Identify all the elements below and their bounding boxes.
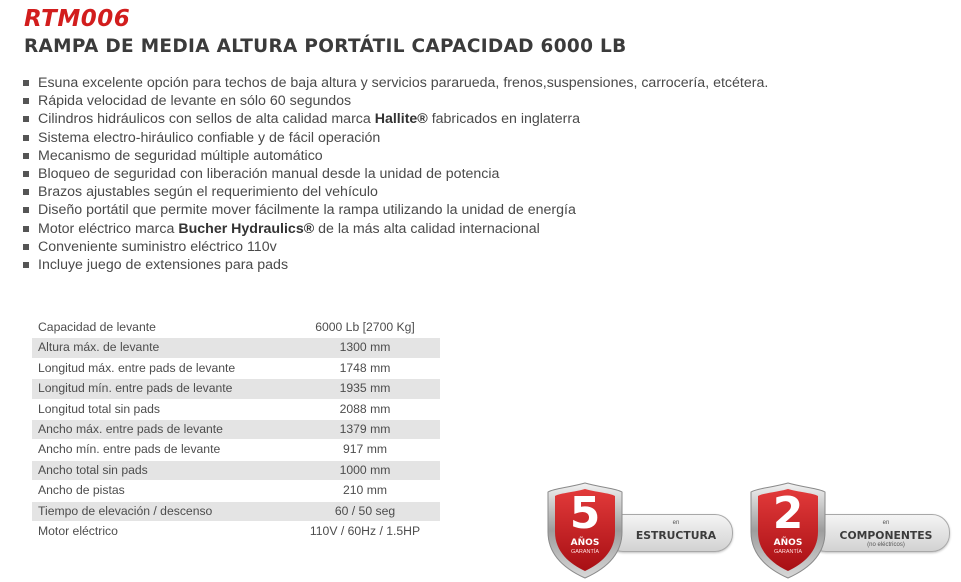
feature-item: Rápida velocidad de levante en sólo 60 segundos — [22, 92, 768, 110]
spec-value: 2088 mm — [290, 399, 440, 419]
table-row — [32, 440, 440, 460]
table-row — [32, 318, 440, 338]
table-row — [32, 460, 440, 480]
spec-value: 110V / 60Hz / 1.5HP — [290, 522, 440, 542]
warranty-prefix: en — [882, 520, 890, 526]
product-code: RTM006 — [24, 6, 131, 32]
table-row — [32, 501, 440, 521]
feature-item: Sistema electro-hiráulico confiable y de fácil operación — [22, 129, 768, 147]
spec-label: Longitud mín. entre pads de levante — [32, 379, 290, 399]
spec-value: 210 mm — [290, 481, 440, 501]
spec-value: 1379 mm — [290, 420, 440, 440]
spec-label: Tiempo de elevación / descenso — [32, 501, 290, 521]
brand-name: Bucher Hydraulics® — [178, 220, 315, 237]
warranty-prefix: en — [672, 520, 680, 526]
warranty-unit: AÑOS — [773, 538, 803, 548]
spec-label: Capacidad de levante — [32, 318, 290, 338]
spec-label: Longitud total sin pads — [32, 399, 290, 419]
warranty-label: COMPONENTES — [839, 529, 933, 542]
spec-value: 1000 mm — [290, 460, 440, 480]
spec-label: Altura máx. de levante — [32, 338, 290, 358]
spec-table — [32, 318, 440, 542]
feature-item: Brazos ajustables según el requerimiento del vehículo — [22, 183, 768, 201]
warranty-label-pill — [808, 514, 950, 552]
product-title: RAMPA DE MEDIA ALTURA PORTÁTIL CAPACIDAD 6000 LB — [24, 36, 627, 57]
warranty-label: ESTRUCTURA — [635, 529, 717, 542]
feature-item: Esuna excelente opción para techos de baja altura y servicios pararueda, frenos,suspensiones, carrocería, etcétera. — [22, 74, 768, 92]
feature-item: Cilindros hidráulicos con sellos de alta calidad marca Hallite® fabricados en inglaterra — [22, 110, 768, 128]
feature-item: Incluye juego de extensiones para pads — [22, 256, 768, 274]
table-row — [32, 379, 440, 399]
warranty-years: 5 — [569, 488, 601, 539]
table-row — [32, 399, 440, 419]
spec-value: 60 / 50 seg — [290, 501, 440, 521]
warranty-caption: GARANTÍA — [773, 549, 803, 555]
spec-value: 6000 Lb [2700 Kg] — [290, 318, 440, 338]
spec-label: Longitud máx. entre pads de levante — [32, 358, 290, 378]
table-row — [32, 420, 440, 440]
feature-list — [22, 74, 768, 274]
table-row — [32, 522, 440, 542]
spec-label: Ancho total sin pads — [32, 460, 290, 480]
feature-item: Bloqueo de seguridad con liberación manual desde la unidad de potencia — [22, 165, 768, 183]
spec-label: Ancho de pistas — [32, 481, 290, 501]
feature-item: Motor eléctrico marca Bucher Hydraulics® de la más alta calidad internacional — [22, 220, 768, 238]
feature-item: Diseño portátil que permite mover fácilmente la rampa utilizando la unidad de energía — [22, 201, 768, 219]
spec-value: 1300 mm — [290, 338, 440, 358]
warranty-note: (no eléctricos) — [867, 542, 905, 548]
table-row — [32, 481, 440, 501]
spec-value: 1748 mm — [290, 358, 440, 378]
spec-label: Ancho máx. entre pads de levante — [32, 420, 290, 440]
warranty-badge-components — [748, 480, 958, 580]
warranty-years: 2 — [772, 488, 804, 539]
feature-item: Conveniente suministro eléctrico 110v — [22, 238, 768, 256]
spec-value: 917 mm — [290, 440, 440, 460]
warranty-caption: GARANTÍA — [570, 549, 600, 555]
feature-item: Mecanismo de seguridad múltiple automático — [22, 147, 768, 165]
warranty-unit: AÑOS — [570, 538, 600, 548]
table-row — [32, 358, 440, 378]
table-row — [32, 338, 440, 358]
spec-value: 1935 mm — [290, 379, 440, 399]
shield-icon — [545, 480, 625, 580]
shield-icon — [748, 480, 828, 580]
spec-label: Ancho mín. entre pads de levante — [32, 440, 290, 460]
warranty-badge-structure — [545, 480, 755, 580]
brand-name: Hallite® — [374, 111, 428, 128]
spec-label: Motor eléctrico — [32, 522, 290, 542]
